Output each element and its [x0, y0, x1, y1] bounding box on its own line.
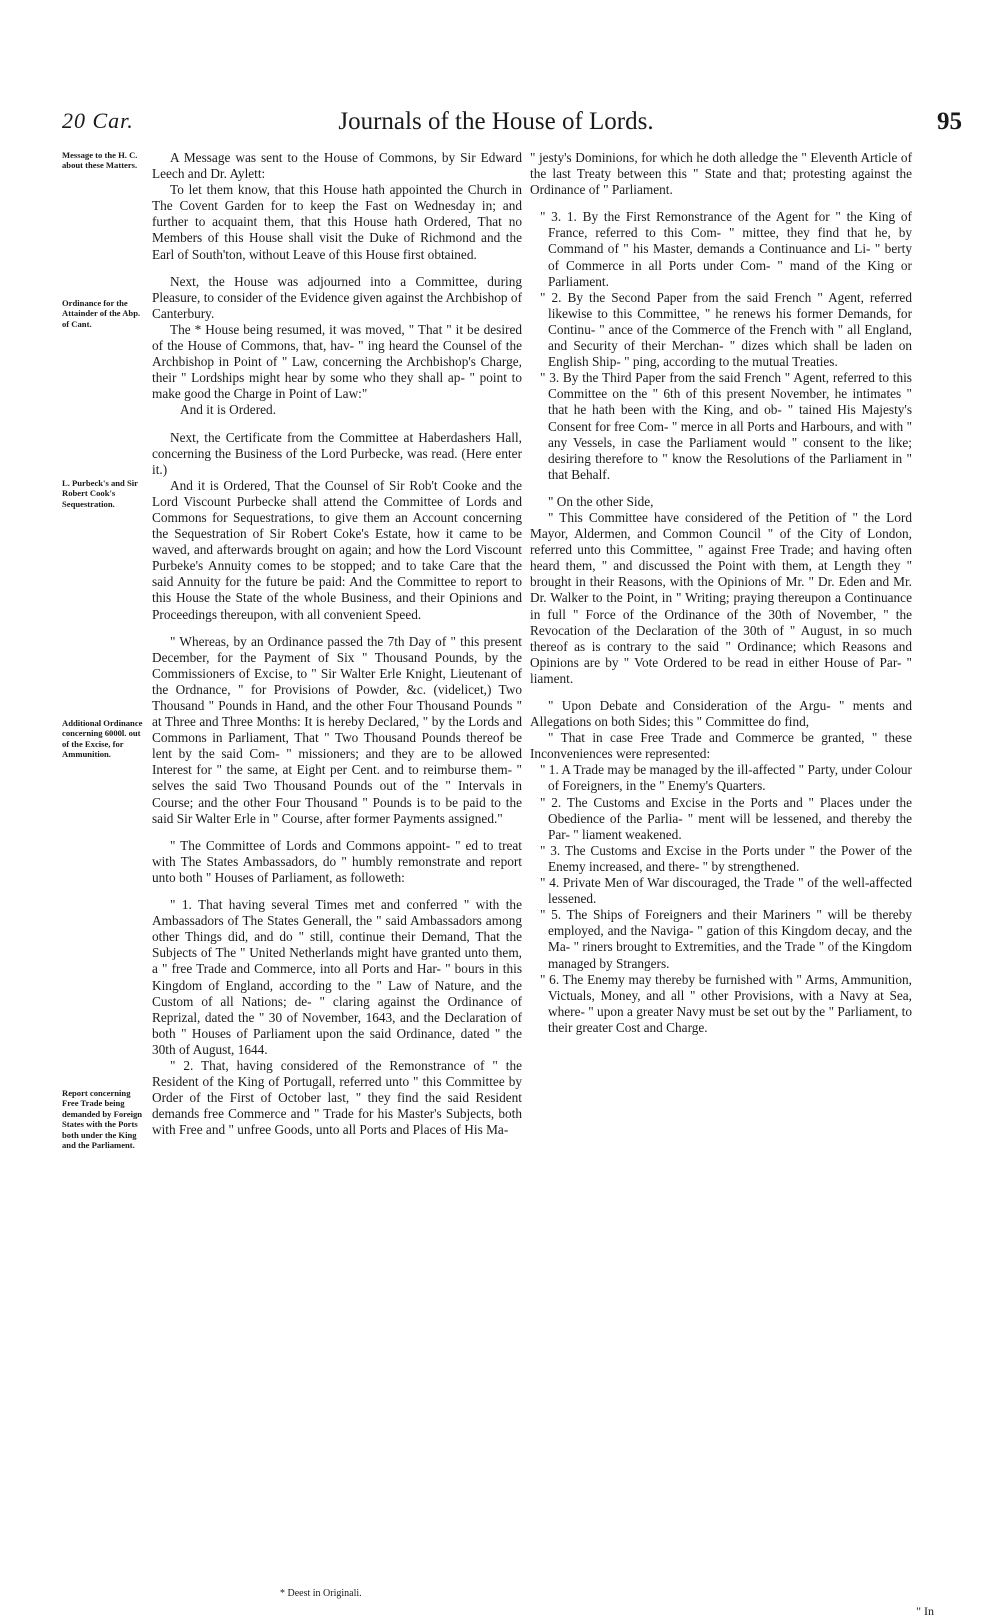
journal-title: Journals of the House of Lords.	[338, 108, 654, 135]
paragraph: " 3. The Customs and Excise in the Ports under " the Power of the Enemy increased, and there- " by strengthened.	[540, 842, 912, 874]
paragraph: " 4. Private Men of War discouraged, the Trade " of the well-affected lessened.	[540, 875, 912, 907]
paragraph: A Message was sent to the House of Commons, by Sir Edward Leech and Dr. Aylett:	[152, 150, 522, 182]
paragraph: " 5. The Ships of Foreigners and their Mariners " will be thereby employed, and the Naviga- " gation of this Kingdom decay, and the Ma- " riners brought to Extremities, and the Trade " of the Kingdom managed by Strangers.	[540, 907, 912, 971]
paragraph: " 6. The Enemy may thereby be furnished with " Arms, Ammunition, Victuals, Money, and all " other Provisions, with a Navy at Sea, where- " upon a greater Navy must be set out by the " Parliament, to their greater Cost and Charge.	[540, 971, 912, 1035]
paragraph: " On the other Side,	[548, 493, 654, 509]
page-header	[0, 108, 992, 148]
paragraph: " 2. That, having considered of the Remonstrance of " the Resident of the King of Portugall, referred unto " this Committee by Order of the First of October last, " they find the said Resident demands free Commerce and " Trade for his Master's Subjects, both with Free and " unfree Goods, unto all Ports and Places of His Ma-	[152, 1057, 522, 1138]
margin-note: Report concerning Free Trade being demanded by Foreign States with the Ports both under the King and the Parliament.	[62, 1088, 143, 1151]
paragraph: " 3. By the Third Paper from the said French " Agent, referred to this Committee on the " 6th of this present November, he intimates " that he hath been with the King, and ob- " tained His Majesty's Consent for free Com- " merce in all Ports and Harbours, and with " any Vessels, in case the Parliament would " consent to the like; desiring therefore to " know the Resolutions of the Parliament in " that Behalf.	[540, 370, 912, 482]
paragraph: Next, the Certificate from the Committee at Haberdashers Hall, concerning the Business of the Lord Purbecke, was read. (Here enter it.)	[152, 429, 522, 477]
paragraph: " That in case Free Trade and Commerce be granted, " these Inconveniences were represented:	[530, 730, 912, 762]
margin-note: Message to the H. C. about these Matters.	[62, 150, 138, 171]
paragraph: " 1. That having several Times met and conferred " with the Ambassadors of The States Generall, the " said Ambassadors among other Things did, and do " still, continue their Demand, That the Subjects of The " United Netherlands might have granted unto them, a " free Trade and Commerce, into all Ports and Har- " bours in this Kingdom of England, according to the " Law of Nature, and the Custom of all Nations; de- " claring against the Ordinance of Reprizal, dated the " 30 of November, 1643, and the Declaration of both " Houses of Parliament upon the said Ordinance, dated " the 30th of August, 1644.	[152, 897, 522, 1057]
paragraph: Next, the House was adjourned into a Committee, during Pleasure, to consider of the Evidence given against the Archbishop of Canterbury.	[152, 273, 522, 321]
page-number: 95	[937, 108, 962, 135]
regnal-year: 20 Car.	[62, 108, 134, 133]
paragraph: " 1. A Trade may be managed by the ill-affected " Party, under Colour of Foreigners, in the " Enemy's Quarters.	[540, 762, 912, 794]
ordered-line: And it is Ordered.	[180, 402, 277, 418]
paragraph: " The Committee of Lords and Commons appoint- " ed to treat with The States Ambassadors, do " humbly remonstrate and report unto both " Houses of Parliament, as followeth:	[152, 837, 522, 885]
paragraph: " 2. The Customs and Excise in the Ports and " Places under the Obedience of the Parlia- " ment will be lessened, and thereby the Par- " liament weakened.	[540, 794, 912, 842]
paragraph: " jesty's Dominions, for which he doth alledge the " Eleventh Article of the last Treaty between this " State and that; protesting against the Ordinance of " Parliament.	[530, 150, 912, 198]
right-column	[530, 150, 912, 1036]
paragraph: " Whereas, by an Ordinance passed the 7th Day of " this present December, for the Payment of Six " Thousand Pounds, by the Commissioners of Excise, to " Sir Walter Erle Knight, Lieutenant of the Ordnance, " for Provisions of Powder, &c. (videlicet,) Two Thousand " Pounds in Hand, and the other Four Thousand Pounds " at Three and Three Months: It is hereby Declared, " by the Lords and Commons in Parliament, That " Two Thousand Pounds thereof be lent by the said Com- " missioners; and they are to be allowed Interest for " the same, at Eight per Cent. and to reimburse them- " selves the said Two Thousand Pounds out of the " Intervals in Course; and the other Four Thousand " Pounds is to be paid to the said Sir Walter Erle in " Course, after former Payments assigned."	[152, 633, 522, 826]
paragraph: " 3. 1. By the First Remonstrance of the Agent for " the King of France, referred to this Com- " mittee, they find that he, by Command of " his Master, demands a Continuance and Li- " berty of Commerce in all Ports under Com- " mand of the King or Parliament.	[540, 209, 912, 289]
paragraph: " This Committee have considered of the Petition of " the Lord Mayor, Aldermen, and Common Council " of the City of London, referred unto this Committee, " against Free Trade; and having often heard them, " and discussed the Point with them, at Length they " brought in their Reasons, with the Opinions of Mr. " Dr. Eden and Mr. Dr. Walker to the Point, in " Writing; praying thereupon a Continuance in full " Force of the Ordinance of the 30th of November, " the Revocation of the Declaration of the 30th of " August, in so much thereof as is contrary to the said " Ordinance; which Reasons and Opinions are by " Vote Ordered to be read in either House of Par- " liament.	[530, 509, 912, 686]
margin-note: L. Purbeck's and Sir Robert Cook's Sequestration.	[62, 478, 138, 509]
footnote: * Deest in Originali.	[280, 1588, 362, 1599]
paragraph: The * House being resumed, it was moved, " That " it be desired of the House of Commons, that, hav- " ing heard the Counsel of the Archbishop in Point of " Law, concerning the Archbishop's Charge, their " Lordships might hear by some who they shall ap- " point to make good the Charge in Point of Law:"	[152, 321, 522, 402]
paragraph: " 2. By the Second Paper from the said French " Agent, referred likewise to this Committee, " he renews his former Demands, for Continu- " ance of the Commerce of the French with " all England, and Security of their Merchan- " dizes which shall be laden on English Ship- " ping, according to the mutual Treaties.	[540, 289, 912, 370]
paragraph: To let them know, that this House hath appointed the Church in The Covent Garden for to keep the Fast on Wednesday in; and further to acquaint them, that this House hath Ordered, That no Members of this House shall visit the Duke of Richmond and the Earl of South'ton, without Leave of this House first obtained.	[152, 182, 522, 262]
catchword: " In	[916, 1604, 934, 1618]
paragraph: And it is Ordered, That the Counsel of Sir Rob't Cooke and the Lord Viscount Purbecke shall attend the Committee of Lords and Commons for Sequestrations, to give them an Account concerning the Sequestration of Sir Robert Coke's Estate, how it came to be waved, and afterwards brought on again; and how the Lord Viscount Purbeke's Annuity comes to be stopped; and to take Care that the said Annuity for the future be paid: And the Committee to report to this House the State of the whole Business, and their Opinions and Proceedings thereupon, with all convenient Speed.	[152, 477, 522, 622]
margin-note: Additional Ordinance concerning 6000l. out of the Excise, for Ammunition.	[62, 718, 143, 760]
paragraph: " Upon Debate and Consideration of the Argu- " ments and Allegations on both Sides; this " Committee do find,	[530, 698, 912, 730]
left-column	[152, 150, 522, 1138]
margin-note: Ordinance for the Attainder of the Abp. of Cant.	[62, 298, 141, 329]
